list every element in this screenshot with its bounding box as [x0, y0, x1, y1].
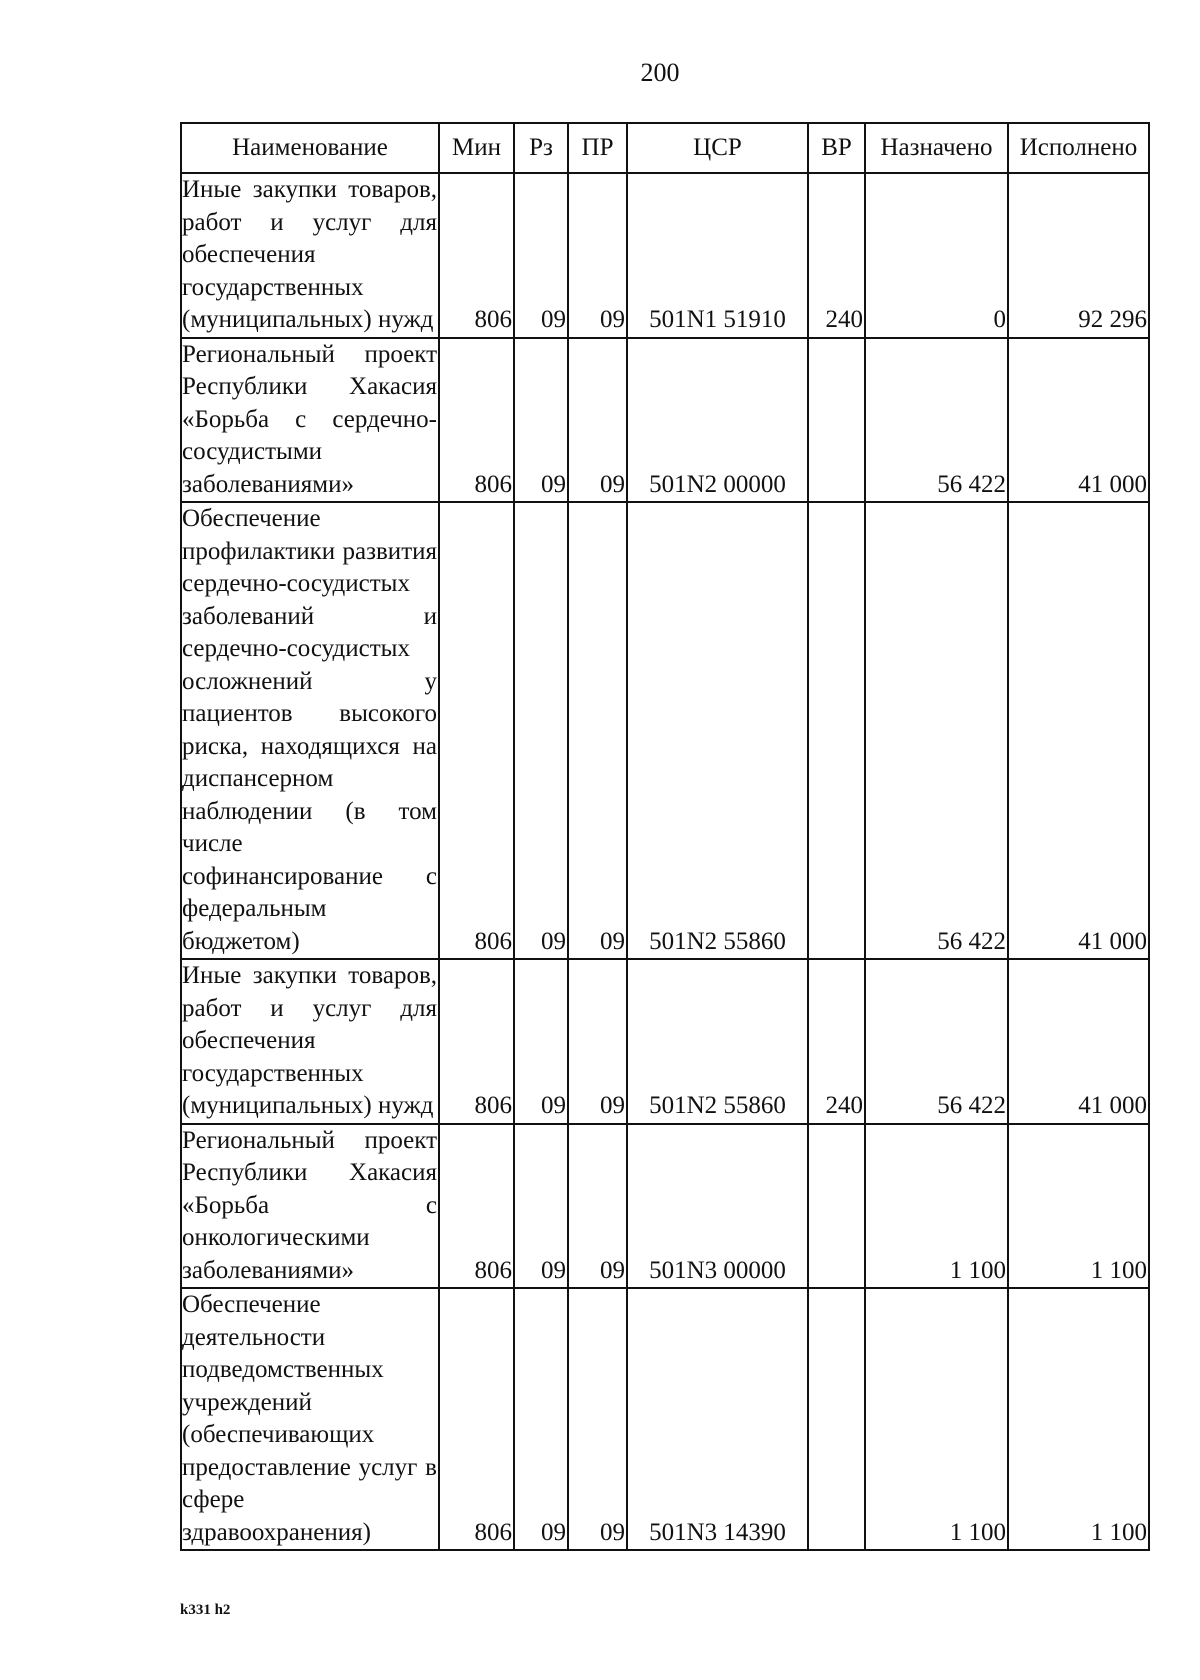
cell-vr: [808, 1288, 865, 1550]
cell-min: 806: [439, 1124, 514, 1289]
cell-name: Иные закупки товаров, работ и услуг для обеспечения государственных (муниципальных) нужд: [181, 959, 439, 1124]
cell-rz: 09: [514, 173, 568, 338]
cell-pr: 09: [568, 502, 627, 959]
cell-executed: 41 000: [1008, 959, 1149, 1124]
cell-rz: 09: [514, 502, 568, 959]
cell-executed: 41 000: [1008, 502, 1149, 959]
cell-executed: 1 100: [1008, 1124, 1149, 1289]
cell-assigned: 56 422: [865, 502, 1008, 959]
cell-vr: 240: [808, 173, 865, 338]
cell-csr: 501N3 14390: [627, 1288, 808, 1550]
header-rz: Рз: [514, 123, 568, 173]
cell-min: 806: [439, 338, 514, 503]
cell-executed: 92 296: [1008, 173, 1149, 338]
cell-assigned: 56 422: [865, 338, 1008, 503]
table-row: [181, 338, 1149, 503]
cell-csr: 501N3 00000: [627, 1124, 808, 1289]
cell-assigned: 56 422: [865, 959, 1008, 1124]
cell-csr: 501N2 55860: [627, 502, 808, 959]
cell-pr: 09: [568, 959, 627, 1124]
header-executed: Исполнено: [1008, 123, 1149, 173]
cell-rz: 09: [514, 338, 568, 503]
header-min: Мин: [439, 123, 514, 173]
cell-rz: 09: [514, 959, 568, 1124]
table-row: [181, 1124, 1149, 1289]
cell-name: Обеспечение деятельности подведомственных учреждений (обеспечивающих предоставление услуг в сфере здравоохранения): [181, 1288, 439, 1550]
cell-name: Региональный проект Республики Хакасия «Борьба с онкологическими заболеваниями»: [181, 1124, 439, 1289]
cell-min: 806: [439, 1288, 514, 1550]
cell-csr: 501N2 55860: [627, 959, 808, 1124]
cell-assigned: 1 100: [865, 1288, 1008, 1550]
cell-pr: 09: [568, 1124, 627, 1289]
table-row: [181, 1288, 1149, 1550]
cell-rz: 09: [514, 1124, 568, 1289]
cell-name: Региональный проект Республики Хакасия «Борьба с сердечно-сосудистыми заболеваниями»: [181, 338, 439, 503]
header-pr: ПР: [568, 123, 627, 173]
cell-name: Обеспечение профилактики развития сердечно-сосудистых заболеваний и сердечно-сосудистых осложнений у пациентов высокого риска, находящихся на диспансерном наблюдении (в том числе софинансирование с федеральным бюджетом): [181, 502, 439, 959]
cell-min: 806: [439, 502, 514, 959]
cell-csr: 501N1 51910: [627, 173, 808, 338]
cell-rz: 09: [514, 1288, 568, 1550]
cell-vr: [808, 1124, 865, 1289]
page-number: 200: [640, 58, 680, 87]
document-code: k331 h2: [180, 1602, 231, 1618]
cell-vr: [808, 502, 865, 959]
table-header-row: [181, 123, 1149, 173]
cell-pr: 09: [568, 173, 627, 338]
budget-table: [180, 122, 1150, 1551]
header-csr: ЦСР: [627, 123, 808, 173]
header-assigned: Назначено: [865, 123, 1008, 173]
cell-pr: 09: [568, 1288, 627, 1550]
header-name: Наименование: [181, 123, 439, 173]
cell-vr: 240: [808, 959, 865, 1124]
table-row: [181, 502, 1149, 959]
header-vr: ВР: [808, 123, 865, 173]
cell-name: Иные закупки товаров, работ и услуг для обеспечения государственных (муниципальных) нужд: [181, 173, 439, 338]
cell-min: 806: [439, 173, 514, 338]
cell-min: 806: [439, 959, 514, 1124]
cell-executed: 41 000: [1008, 338, 1149, 503]
cell-executed: 1 100: [1008, 1288, 1149, 1550]
cell-pr: 09: [568, 338, 627, 503]
cell-assigned: 0: [865, 173, 1008, 338]
table-row: [181, 173, 1149, 338]
cell-csr: 501N2 00000: [627, 338, 808, 503]
table-row: [181, 959, 1149, 1124]
cell-vr: [808, 338, 865, 503]
cell-assigned: 1 100: [865, 1124, 1008, 1289]
